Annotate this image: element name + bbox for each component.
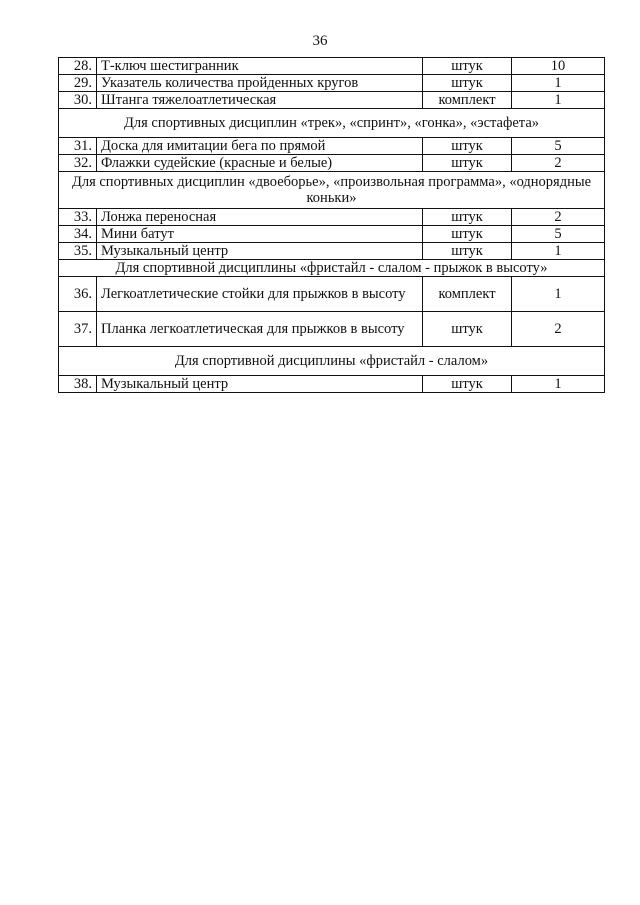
item-name: Музыкальный центр [97, 243, 423, 260]
item-unit: комплект [423, 277, 512, 312]
item-number: 34. [59, 226, 97, 243]
table-row [59, 226, 605, 243]
item-quantity: 10 [512, 58, 605, 75]
item-number: 33. [59, 209, 97, 226]
item-number: 29. [59, 75, 97, 92]
item-name: Планка легкоатлетическая для прыжков в высоту [97, 312, 423, 347]
table-row [59, 312, 605, 347]
item-name: Т-ключ шестигранник [97, 58, 423, 75]
item-quantity: 1 [512, 75, 605, 92]
table-row [59, 138, 605, 155]
item-quantity: 2 [512, 312, 605, 347]
table-row [59, 75, 605, 92]
item-quantity: 2 [512, 155, 605, 172]
item-name: Штанга тяжелоатлетическая [97, 92, 423, 109]
table-row [59, 243, 605, 260]
item-unit: штук [423, 209, 512, 226]
item-number: 37. [59, 312, 97, 347]
table-row [59, 92, 605, 109]
section-row [59, 109, 605, 138]
item-unit: штук [423, 376, 512, 393]
item-quantity: 1 [512, 92, 605, 109]
item-name: Лонжа переносная [97, 209, 423, 226]
item-name: Указатель количества пройденных кругов [97, 75, 423, 92]
item-name: Мини батут [97, 226, 423, 243]
item-quantity: 1 [512, 376, 605, 393]
section-heading: Для спортивных дисциплин «двоеборье», «произвольная программа», «однорядные коньки» [59, 172, 605, 209]
item-number: 31. [59, 138, 97, 155]
item-quantity: 5 [512, 226, 605, 243]
table-row [59, 376, 605, 393]
table-row [59, 277, 605, 312]
section-row [59, 172, 605, 209]
item-unit: штук [423, 58, 512, 75]
item-quantity: 1 [512, 277, 605, 312]
item-unit: комплект [423, 92, 512, 109]
item-unit: штук [423, 243, 512, 260]
item-quantity: 1 [512, 243, 605, 260]
item-quantity: 5 [512, 138, 605, 155]
item-unit: штук [423, 226, 512, 243]
item-quantity: 2 [512, 209, 605, 226]
item-number: 35. [59, 243, 97, 260]
item-number: 30. [59, 92, 97, 109]
page-number: 36 [312, 33, 328, 49]
item-unit: штук [423, 155, 512, 172]
item-number: 38. [59, 376, 97, 393]
section-heading: Для спортивной дисциплины «фристайл - слалом» [59, 347, 605, 376]
table-row [59, 209, 605, 226]
item-number: 28. [59, 58, 97, 75]
item-name: Легкоатлетические стойки для прыжков в высоту [97, 277, 423, 312]
section-row [59, 347, 605, 376]
item-name: Музыкальный центр [97, 376, 423, 393]
section-heading: Для спортивной дисциплины «фристайл - слалом - прыжок в высоту» [59, 260, 605, 277]
item-unit: штук [423, 75, 512, 92]
section-heading: Для спортивных дисциплин «трек», «спринт», «гонка», «эстафета» [59, 109, 605, 138]
section-row [59, 260, 605, 277]
item-number: 32. [59, 155, 97, 172]
item-unit: штук [423, 138, 512, 155]
table-row [59, 155, 605, 172]
item-unit: штук [423, 312, 512, 347]
item-name: Флажки судейские (красные и белые) [97, 155, 423, 172]
item-name: Доска для имитации бега по прямой [97, 138, 423, 155]
table-row [59, 58, 605, 75]
item-number: 36. [59, 277, 97, 312]
equipment-table [58, 57, 605, 393]
